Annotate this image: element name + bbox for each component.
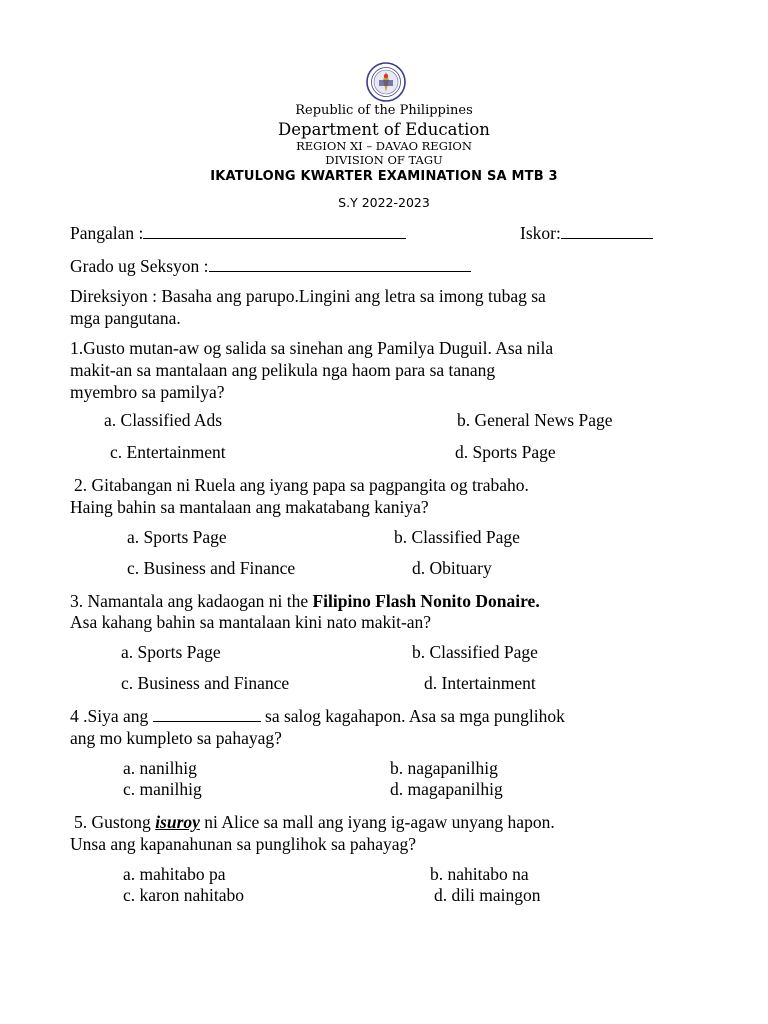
question-5-line-2: Unsa ang kapanahunan sa punglihok sa pahayag?	[70, 834, 417, 854]
question-3-option-a[interactable]: a. Sports Page	[121, 642, 221, 662]
grade-section-field	[70, 255, 471, 277]
question-4-option-d[interactable]: d. magapanilhig	[390, 779, 503, 799]
question-5-line-1	[74, 811, 555, 833]
deped-seal-icon	[366, 62, 406, 102]
directions-line-2: mga pangutana.	[70, 308, 181, 328]
question-2-line-1: 2. Gitabangan ni Ruela ang iyang papa sa pagpangita og trabaho.	[74, 475, 529, 495]
question-2-option-d[interactable]: d. Obituary	[412, 558, 492, 578]
question-4-option-c[interactable]: c. manilhig	[123, 779, 202, 799]
question-4-text-post: sa salog kagahapon. Asa sa mga punglihok	[260, 706, 565, 726]
score-field	[520, 222, 653, 244]
question-4-text-pre: 4 .Siya ang	[70, 706, 153, 726]
question-4-option-a[interactable]: a. nanilhig	[123, 758, 197, 778]
question-4-option-b[interactable]: b. nagapanilhig	[390, 758, 498, 778]
republic-line: Republic of the Philippines	[295, 103, 473, 118]
question-3-bold-name: Filipino Flash Nonito Donaire.	[312, 591, 540, 611]
score-blank[interactable]	[561, 224, 653, 239]
question-2-option-b[interactable]: b. Classified Page	[394, 527, 520, 547]
question-3-line-2: Asa kahang bahin sa mantalaan kini nato makit-an?	[70, 612, 432, 632]
exam-title: IKATULONG KWARTER EXAMINATION SA MTB 3	[210, 169, 558, 184]
question-5-option-d[interactable]: d. dili maingon	[434, 885, 541, 905]
question-4-line-1	[70, 705, 565, 727]
division-line: DIVISION OF TAGU	[325, 153, 443, 167]
question-5-emphasis-word: isuroy	[155, 812, 200, 832]
name-blank[interactable]	[143, 224, 406, 239]
question-3-option-d[interactable]: d. Intertainment	[424, 673, 536, 693]
region-line: REGION XI – DAVAO REGION	[296, 139, 472, 153]
name-field	[70, 222, 406, 244]
question-5-option-c[interactable]: c. karon nahitabo	[123, 885, 244, 905]
question-1-line-1: 1.Gusto mutan-aw og salida sa sinehan ang Pamilya Duguil. Asa nila	[70, 338, 554, 358]
question-1-option-b[interactable]: b. General News Page	[457, 410, 613, 430]
question-5-option-a[interactable]: a. mahitabo pa	[123, 864, 226, 884]
question-5-option-b[interactable]: b. nahitabo na	[430, 864, 529, 884]
name-label: Pangalan :	[70, 223, 144, 243]
question-4-blank[interactable]	[153, 707, 261, 722]
directions-line-1: Direksiyon : Basaha ang parupo.Lingini ang letra sa imong tubag sa	[70, 286, 546, 306]
question-4-line-2: ang mo kumpleto sa pahayag?	[70, 728, 282, 748]
question-1-option-d[interactable]: d. Sports Page	[455, 442, 556, 462]
question-5-text-pre: 5. Gustong	[74, 812, 156, 832]
question-3-option-b[interactable]: b. Classified Page	[412, 642, 538, 662]
score-label: Iskor:	[520, 223, 561, 243]
question-3-text: 3. Namantala ang kadaogan ni the	[70, 591, 313, 611]
question-1-option-a[interactable]: a. Classified Ads	[104, 410, 223, 430]
school-year: S.Y 2022-2023	[338, 195, 430, 210]
question-3-option-c[interactable]: c. Business and Finance	[121, 673, 290, 693]
question-5-text-post: ni Alice sa mall ang iyang ig-agaw unyang hapon.	[199, 812, 555, 832]
question-3-line-1	[70, 590, 540, 612]
question-2-option-a[interactable]: a. Sports Page	[127, 527, 227, 547]
question-1-option-c[interactable]: c. Entertainment	[110, 442, 226, 462]
question-2-option-c[interactable]: c. Business and Finance	[127, 558, 296, 578]
question-1-line-3: myembro sa pamilya?	[70, 382, 225, 402]
grade-section-blank[interactable]	[209, 257, 471, 272]
grade-section-label: Grado ug Seksyon :	[70, 256, 209, 276]
department-line: Department of Education	[278, 120, 490, 139]
question-2-line-2: Haing bahin sa mantalaan ang makatabang kaniya?	[70, 497, 429, 517]
question-1-line-2: makit-an sa mantalaan ang pelikula nga haom para sa tanang	[70, 360, 496, 380]
